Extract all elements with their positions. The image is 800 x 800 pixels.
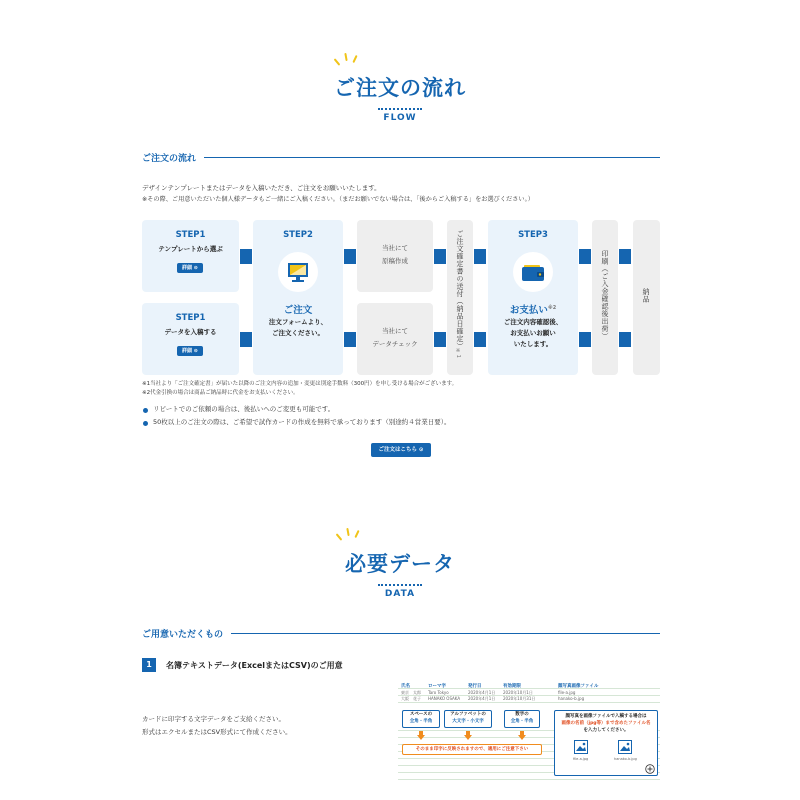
image-file-icon	[574, 740, 588, 754]
note-2: ※2代金引換の場合は商品ご納品時に代金をお支払いください。	[142, 390, 299, 396]
flow-section-title	[0, 72, 800, 123]
vertical-text: 納品	[642, 288, 650, 303]
step3-card	[488, 220, 578, 375]
sheet-cell: hanako-b.jpg	[558, 696, 585, 701]
flow-connector	[344, 332, 356, 347]
monitor-icon	[278, 252, 318, 292]
callout-alphabet: アルファベットの 大文字・小文字	[444, 710, 492, 728]
sub-heading-label: ご用意いただくもの	[142, 627, 231, 640]
vertical-note: ※1	[455, 348, 461, 359]
step-description: ご注文ください。	[272, 329, 324, 337]
delivery-card	[633, 220, 660, 375]
bullet-icon	[143, 408, 148, 413]
sheet-cell: 2020年10月1日	[503, 690, 533, 695]
item-description: カードに印字する文字データをご支給ください。	[142, 715, 285, 723]
step-description: ご注文内容確認後、	[503, 318, 563, 326]
flow-connector	[344, 249, 356, 264]
sparkle-icon	[336, 533, 343, 540]
grey-line: 当社にて	[382, 244, 408, 252]
order-button[interactable]: ご注文はこちら ⊙	[371, 443, 431, 457]
divider-line	[142, 157, 660, 158]
grey-line: 当社にて	[382, 327, 408, 335]
step-description: いたします。	[513, 340, 553, 348]
sheet-cell: Taro Tokyo	[428, 690, 449, 695]
item-label: 名簿テキストデータ(ExcelまたはCSV)のご用意	[166, 661, 343, 670]
flow-connector	[579, 249, 591, 264]
sheet-header: 氏名	[401, 684, 410, 689]
data-subtitle: DATA	[384, 589, 416, 599]
flow-connector	[240, 332, 252, 347]
flow-connector	[434, 249, 446, 264]
sparkle-icon	[352, 55, 357, 63]
image-file-icon	[618, 740, 632, 754]
flow-connector	[619, 249, 631, 264]
flow-title: ご注文の流れ	[334, 76, 466, 100]
step-description: 注文フォームより、	[268, 318, 328, 326]
item-description: 形式はエクセルまたはCSV形式にて作成ください。	[142, 728, 292, 736]
step-number: STEP2	[283, 230, 313, 240]
file-name: hanako-b.jpg	[614, 757, 637, 761]
detail-button[interactable]: 詳細 ⊙	[177, 263, 203, 273]
flow-connector	[434, 332, 446, 347]
data-sub-heading	[142, 627, 660, 641]
step3-title: お支払い	[509, 305, 548, 316]
sub-heading-label: ご注文の流れ	[142, 151, 204, 164]
step-number: STEP1	[175, 313, 206, 323]
sheet-cell: 2020年4月1日	[468, 690, 496, 695]
step-description: テンプレートから選ぶ	[158, 245, 223, 253]
grey-line: データチェック	[372, 340, 418, 348]
wallet-icon	[513, 252, 553, 292]
step-title	[488, 302, 578, 316]
flow-connector	[474, 332, 486, 347]
step-title: ご注文	[283, 305, 313, 316]
arrow-down-icon	[464, 731, 472, 740]
confirm-document-card	[447, 220, 473, 375]
sheet-header: 発行日	[468, 684, 482, 689]
arrow-down-icon	[417, 731, 425, 740]
sparkle-icon	[346, 528, 349, 536]
callout-number: 数字の 全角・半角	[504, 710, 540, 728]
bullet-icon	[143, 421, 148, 426]
flow-connector	[579, 332, 591, 347]
sheet-cell: 2020年4月1日	[468, 696, 496, 701]
detail-button[interactable]: 詳細 ⊙	[177, 346, 203, 356]
step-number: STEP1	[175, 230, 206, 240]
sheet-header: ローマ字	[428, 684, 446, 689]
item-number-badge: 1	[142, 658, 156, 672]
grey-line: 原稿作成	[382, 257, 408, 265]
vertical-text: ご注文確定書の送付（納品日確定）	[456, 230, 464, 350]
arrow-down-icon	[518, 731, 526, 740]
sheet-cell: 大阪 花子	[401, 696, 421, 701]
note-1: ※1当社より「ご注文確定書」が届いた以降のご注文内容の追加・変更は別途手数料（300円）を申し受ける場合がございます。	[142, 381, 458, 387]
step3-title-note: ※2	[547, 304, 557, 311]
step2-card	[253, 220, 343, 375]
step1-template-card[interactable]	[142, 220, 239, 292]
callout-space: スペースの 全角・半角	[402, 710, 440, 728]
sparkle-icon	[344, 53, 347, 61]
sample-sheet-image	[398, 682, 660, 780]
flow-sub-heading	[142, 151, 660, 165]
intro-note: ※その際、ご用意いただいた個人様データもご一緒にご入稿ください。（まだお願いでない場合は、「後からご入稿する」をお選びください。）	[142, 196, 534, 203]
file-name: file-a.jpg	[573, 757, 589, 761]
step-number: STEP3	[518, 230, 548, 240]
callout-photo: 顔写真を画像ファイルで入稿する場合は 画像の名前（jpg等）まで含めたファイル名 を入力してください。	[554, 710, 658, 776]
zoom-in-icon[interactable]	[645, 764, 655, 774]
flow-subtitle: FLOW	[383, 113, 417, 123]
sheet-cell: file-a.jpg	[558, 690, 576, 695]
data-check-card	[357, 303, 433, 375]
sheet-cell: 東京 太郎	[401, 690, 421, 695]
flow-connector	[619, 332, 631, 347]
data-title: 必要データ	[345, 552, 455, 576]
step1-data-card[interactable]	[142, 303, 239, 375]
bullet-text: リピートでのご依頼の場合は、後払いへのご変更も可能です。	[153, 405, 335, 413]
sheet-cell: 2020年10月31日	[503, 696, 536, 701]
sheet-cell: HANAKO OSAKA	[428, 696, 461, 701]
sheet-header: 顔写真画像ファイル	[558, 684, 599, 689]
step-description: お支払いお願い	[510, 329, 556, 337]
sparkle-icon	[334, 58, 341, 65]
step-description: データを入稿する	[164, 328, 217, 336]
bullet-text: 50枚以上のご注文の際は、ご希望で試作カードの作成を無料で承っております（別途約４営業日要）。	[153, 418, 451, 426]
sparkle-icon	[354, 530, 359, 538]
sheet-header: 有効期限	[503, 684, 521, 689]
vertical-text: 印刷（ご入金確認後出荷）	[601, 250, 609, 340]
title-dots	[378, 584, 422, 586]
title-dots	[378, 108, 422, 110]
warning-banner: そのまま印字に反映されますので、適用にご注意下さい	[402, 744, 542, 755]
intro-text: デザインテンプレートまたはデータを入稿いただき、ご注文をお願いいたします。	[142, 184, 381, 192]
flow-connector	[240, 249, 252, 264]
data-section-title	[0, 548, 800, 599]
manuscript-creation-card	[357, 220, 433, 292]
flow-connector	[474, 249, 486, 264]
print-card	[592, 220, 618, 375]
